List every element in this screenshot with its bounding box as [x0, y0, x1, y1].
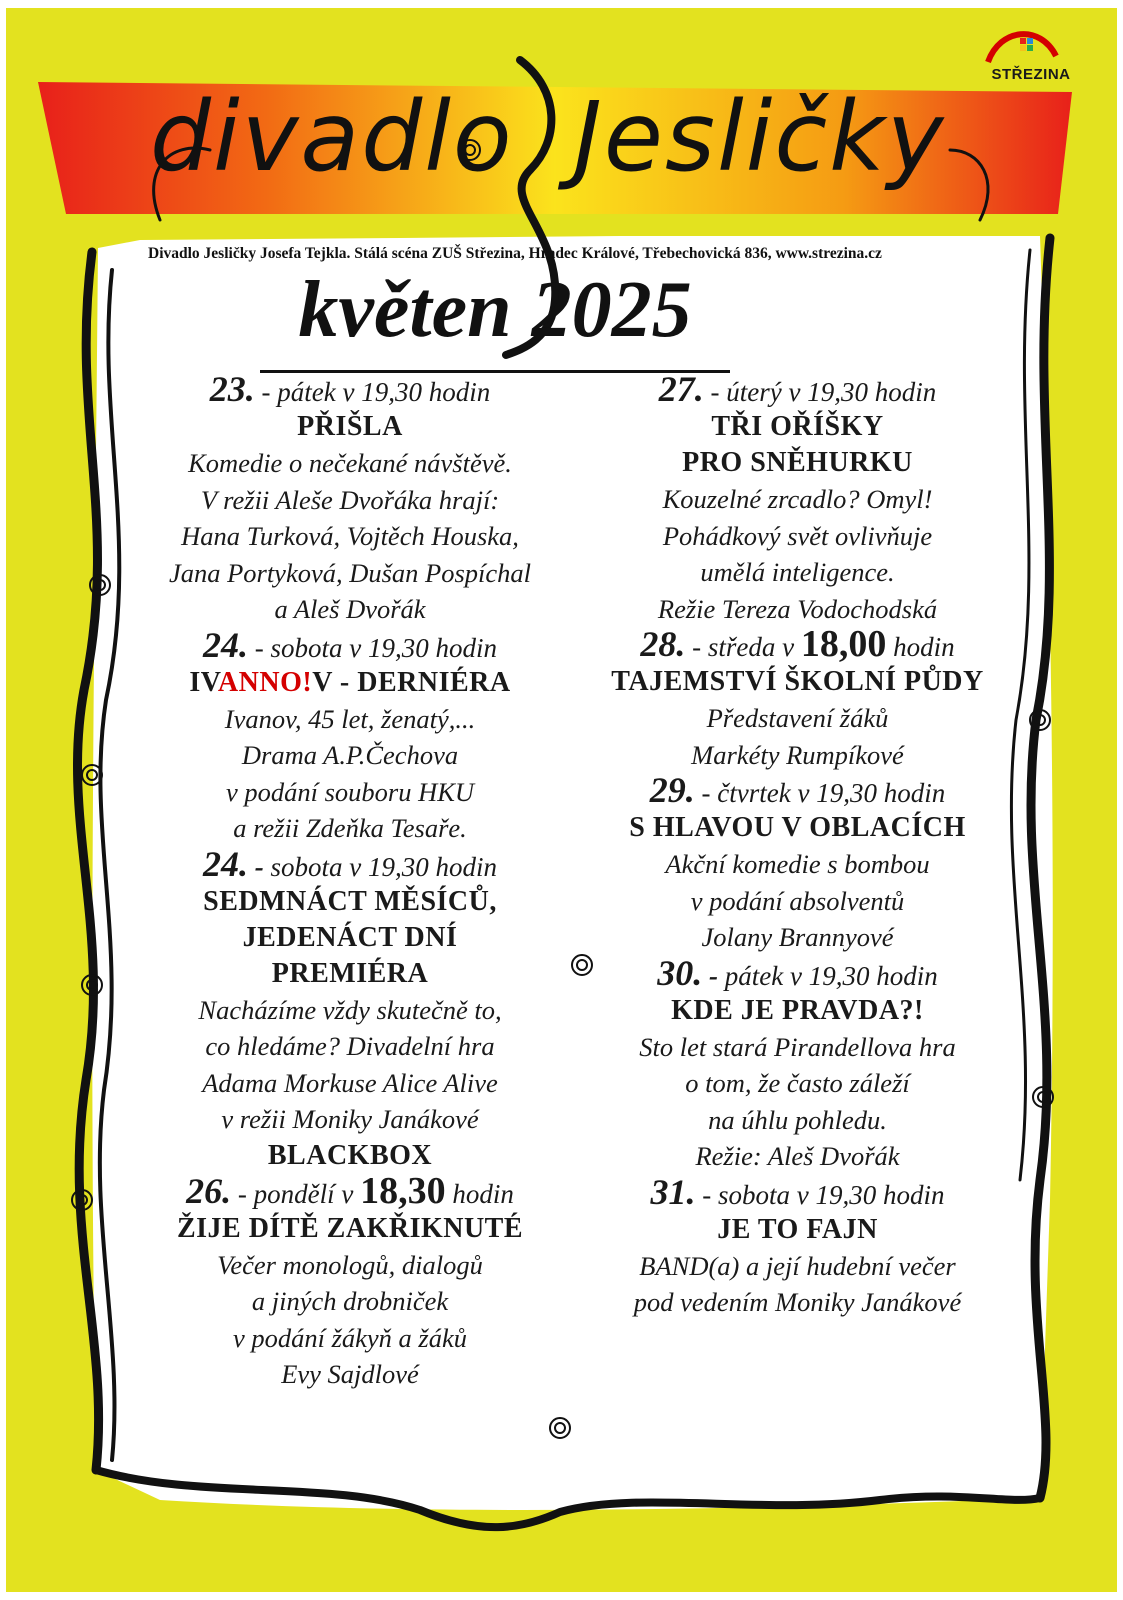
event-line: Režie Tereza Vodochodská [657, 593, 938, 624]
event-line: na úhlu pohledu. [708, 1104, 887, 1135]
event-line: a režii Zdeňka Tesaře. [233, 813, 467, 843]
event-date [120, 843, 580, 884]
event-day: 24. [203, 843, 248, 884]
event-day: 23. [209, 369, 255, 409]
event-title: ŽIJE DÍTĚ ZAKŘIKNUTÉ [176, 1212, 524, 1244]
event-line: a Aleš Dvořák [274, 594, 426, 624]
event-line: pod vedením Moniky Janákové [633, 1287, 962, 1317]
event-line: Jana Portyková, Dušan Pospíchal [168, 557, 532, 588]
event-hour: 18,00 [800, 623, 887, 665]
event-weekday-time: pátek v 19,30 hodin [724, 960, 938, 991]
event-date [120, 624, 580, 665]
theatre-name [150, 81, 946, 193]
event-day: 28. [640, 624, 686, 664]
event-day: 29. [649, 770, 695, 810]
event-line: v podání absolventů [690, 885, 905, 916]
event-line: Nacházíme vždy skutečně to, [198, 994, 502, 1025]
event-weekday-time: - pátek v 19,30 hodin [261, 377, 491, 407]
event-line: a jiných drobniček [251, 1286, 449, 1316]
event-date [580, 369, 1015, 409]
event-24-ivanov [120, 624, 580, 847]
event-line: umělá inteligence. [700, 557, 895, 587]
event-title: JE TO FAJN [717, 1213, 878, 1245]
event-title-part: V - DERNIÉRA [312, 666, 511, 698]
events-right-column [580, 369, 1015, 1321]
theatre-name-word2: Jesličky [573, 81, 946, 193]
event-line: co hledáme? Divadelní hra [205, 1031, 495, 1061]
event-line: Večer monologů, dialogů [217, 1249, 483, 1280]
month-year: 2025 [531, 266, 692, 354]
event-27 [580, 369, 1015, 627]
event-line: Adama Morkuse Alice Alive [202, 1067, 498, 1098]
event-date [580, 770, 1015, 810]
event-29 [580, 770, 1015, 956]
event-day: 26. [186, 1170, 232, 1211]
event-weekday-time: - čtvrtek v 19,30 hodin [701, 778, 946, 808]
event-dash: - [709, 960, 719, 991]
event-line: v režii Moniky Janákové [221, 1104, 479, 1134]
month-title [260, 260, 730, 373]
event-weekday-time: - sobota v 19,30 hodin [254, 632, 497, 663]
event-title-accent: ANNO! [217, 666, 313, 698]
event-title: PRO SNĚHURKU [682, 447, 913, 478]
month-name: květen [298, 266, 512, 354]
event-line: Pohádkový svět ovlivňuje [662, 520, 933, 551]
event-line: Jolany Brannyové [701, 922, 894, 952]
event-title: PŘIŠLA [297, 411, 403, 442]
event-line: Akční komedie s bombou [665, 849, 930, 879]
event-line: v podání souboru HKU [225, 776, 475, 807]
event-line: Kouzelné zrcadlo? Omyl! [662, 484, 933, 514]
event-line: BAND(a) a její hudební večer [639, 1250, 956, 1281]
event-title: TAJEMSTVÍ ŠKOLNÍ PŮDY [611, 666, 984, 697]
event-line: Evy Sajdlové [281, 1359, 419, 1389]
event-weekday-time: sobota v 19,30 hodin [270, 851, 497, 882]
event-date [580, 623, 1015, 665]
event-venue: BLACKBOX [267, 1139, 433, 1171]
event-line: Sto let stará Pirandellova hra [639, 1031, 956, 1062]
event-day: 30. [657, 952, 703, 993]
event-date [580, 1171, 1015, 1212]
event-title-part: IV [189, 666, 218, 698]
event-hour-suffix: hodin [893, 632, 955, 662]
event-title: JEDENÁCT DNÍ [242, 921, 458, 953]
event-day: 31. [650, 1171, 696, 1212]
event-day: 24. [203, 624, 248, 665]
event-title: SEDMNÁCT MĚSÍCŮ, [203, 885, 497, 917]
events-left-column [120, 369, 580, 1393]
event-line: Představení žáků [706, 703, 889, 733]
event-date [120, 1169, 580, 1212]
event-26 [120, 1169, 580, 1393]
event-line: Komedie o nečekané návštěvě. [188, 448, 512, 478]
event-31 [580, 1171, 1015, 1321]
event-title [120, 665, 580, 701]
event-28 [580, 623, 1015, 773]
event-title: TŘI OŘÍŠKY [711, 411, 884, 442]
event-30 [580, 952, 1015, 1175]
event-date [580, 952, 1015, 993]
event-line: Markéty Rumpíkové [691, 739, 904, 770]
event-line: Ivanov, 45 let, ženatý,... [224, 703, 476, 734]
info-line: Divadlo Jesličky Josefa Tejkla. Stálá scéna ZUŠ Střezina, Hradec Králové, Třebechovická 836, www.strezina.cz [148, 245, 882, 262]
event-line: V režii Aleše Dvořáka hrají: [200, 484, 500, 515]
event-day: 27. [658, 369, 704, 409]
event-24-premiera [120, 843, 580, 1174]
event-title: PREMIÉRA [271, 957, 429, 989]
event-23 [120, 369, 580, 628]
event-title: S HLAVOU V OBLACÍCH [629, 812, 966, 843]
event-line: Drama A.P.Čechova [241, 740, 459, 770]
event-weekday: - pondělí v [237, 1178, 354, 1209]
event-line: Režie: Aleš Dvořák [695, 1141, 900, 1171]
event-line: o tom, že často záleží [685, 1068, 910, 1098]
event-hour-suffix: hodin [452, 1178, 514, 1209]
event-dash: - [254, 851, 264, 882]
event-line: v podání žákyň a žáků [232, 1322, 468, 1353]
event-weekday-time: - úterý v 19,30 hodin [710, 377, 937, 407]
theatre-name-word1: divadlo [150, 81, 514, 193]
event-line: Hana Turková, Vojtěch Houska, [181, 521, 519, 551]
brand-name: STŘEZINA [991, 66, 1071, 83]
event-weekday-time: - sobota v 19,30 hodin [702, 1179, 945, 1210]
event-date [120, 369, 580, 409]
event-title: KDE JE PRAVDA?! [671, 994, 924, 1026]
event-weekday: - středa v [692, 632, 795, 662]
event-hour: 18,30 [360, 1169, 446, 1212]
